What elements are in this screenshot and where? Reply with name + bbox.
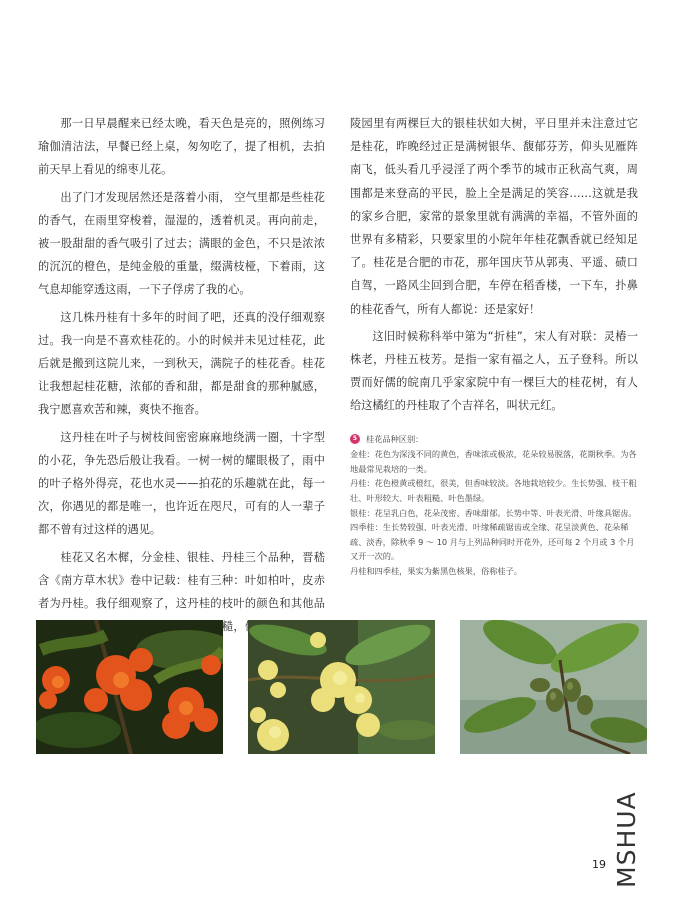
paragraph: 这几株丹桂有十多年的时间了吧，还真的没仔细观察过。我一向是不喜欢桂花的。小的时候并未见过桂花，此后就是搬到这院儿来，一到秋天，满院子的桂花香。桂花让我想起桂花糖，浓郁的香和甜，都是甜食的那种腻感，我宁愿喜欢苦和辣，爽快不拖沓。 xyxy=(38,310,325,417)
note-line: 银桂：花呈乳白色，花朵茂密、香味甜郁。长势中等、叶表光滑、叶缘具锯齿。 xyxy=(350,507,637,518)
paragraph: 桂花又名木樨，分金桂、银桂、丹桂三个品种，晋嵇含《南方草木状》卷中记载：桂有三种：叶如柏叶，皮赤者为丹桂。我仔细观察了，这丹桂的枝叶的颜色和其他品 糙， xyxy=(38,550,325,634)
note-line: 丹桂和四季桂，果实为紫黑色核果，俗称桂子。 xyxy=(350,565,522,576)
paragraph: 陵园里有两棵巨大的银桂状如大树，平日里并未注意过它是桂花，昨晚经过正是满树银华、馥郁芬芳，仰头见雁阵南飞，低头看几乎浸淫了两个季节的城市正秋高气爽，周围都是来登高的平民，脸上全是满足的笑容……这就是我的家乡合肥，家常的景象里就有满满的幸福，不管外面的世界有多精彩，只要家里的小院年年桂花飘香就已经知足了。桂花是合肥的市花，那年国庆节从郭夷、平遥、碛口自驾，一路风尘回到合肥，车停在稻香楼，一下车，扑鼻的桂花香气，所有人都说：还是家好！ xyxy=(350,117,638,316)
note-line: 丹桂：花色橙黄或橙红，很美，但香味较淡。各地栽培较少。生长势强、枝干粗壮、叶形较大、叶表粗糙、叶色墨绿。 xyxy=(350,478,637,504)
variety-note xyxy=(350,432,638,579)
left-column xyxy=(38,112,325,666)
photo-orange-osmanthus xyxy=(36,620,223,754)
page-number: 19 xyxy=(592,858,606,871)
paragraph: 出了门才发现居然还是落着小雨， 空气里都是些桂花的香气，在雨里穿梭着，湿湿的，透着机灵。再向前走，被一股甜甜的香气吸引了过去；满眼的金色，不只是浓浓的沉沉的橙色，是纯金般的重量，缀满枝桠，下着雨，这气息却能穿透这雨，一下子俘虏了我的心。 xyxy=(38,190,325,297)
photo-osmanthus-fruit xyxy=(460,620,647,754)
brand-logo: MSHUA xyxy=(612,791,641,888)
photo-yellow-osmanthus xyxy=(248,620,435,754)
note-badge: 5 xyxy=(350,434,360,444)
note-line: 四季桂：生长势较强、叶表光滑、叶缘稀疏锯齿或全缘、花呈淡黄色、花朵稀疏、淡香，除秋季 9 ～ 10 月与上列品种同时开花外，还可每 2 个月或 3 个月又开一次的。 xyxy=(350,522,635,562)
paragraph: 那一日早晨醒来已经太晚，看天色是亮的，照例练习瑜伽清洁法，早餐已经上桌，匆匆吃了，提了相机，去拍前天早上看见的绵枣儿花。 xyxy=(38,117,325,177)
paragraph: 这旧时候称科举中第为“折桂”，宋人有对联：灵椿一株老，丹桂五枝芳。是指一家有福之人，五子登科。所以贾而好儒的皖南几乎家家院中有一棵巨大的桂花树，有人给这橘红的丹桂取了个吉祥名，叫状元红。 xyxy=(350,329,638,413)
right-column xyxy=(350,112,638,579)
note-header xyxy=(350,432,638,447)
paragraph: 这丹桂在叶子与树枝间密密麻麻地绕满一圈，十字型的小花，争先恐后般让我看。一树一树的耀眼极了，雨中的叶子格外得亮，花也水灵——拍花的乐趣就在此，每一次，你遇见的都是唯一，也许近在咫尺，可有的人一辈子都不曾有过这样的遇见。 xyxy=(38,430,325,537)
note-title: 桂花品种区别： xyxy=(366,433,424,444)
note-line: 金桂：花色为深浅不同的黄色，香味浓或极浓，花朵较易脱落，花期秋季。为各地最常见栽培的一类。 xyxy=(350,449,637,474)
